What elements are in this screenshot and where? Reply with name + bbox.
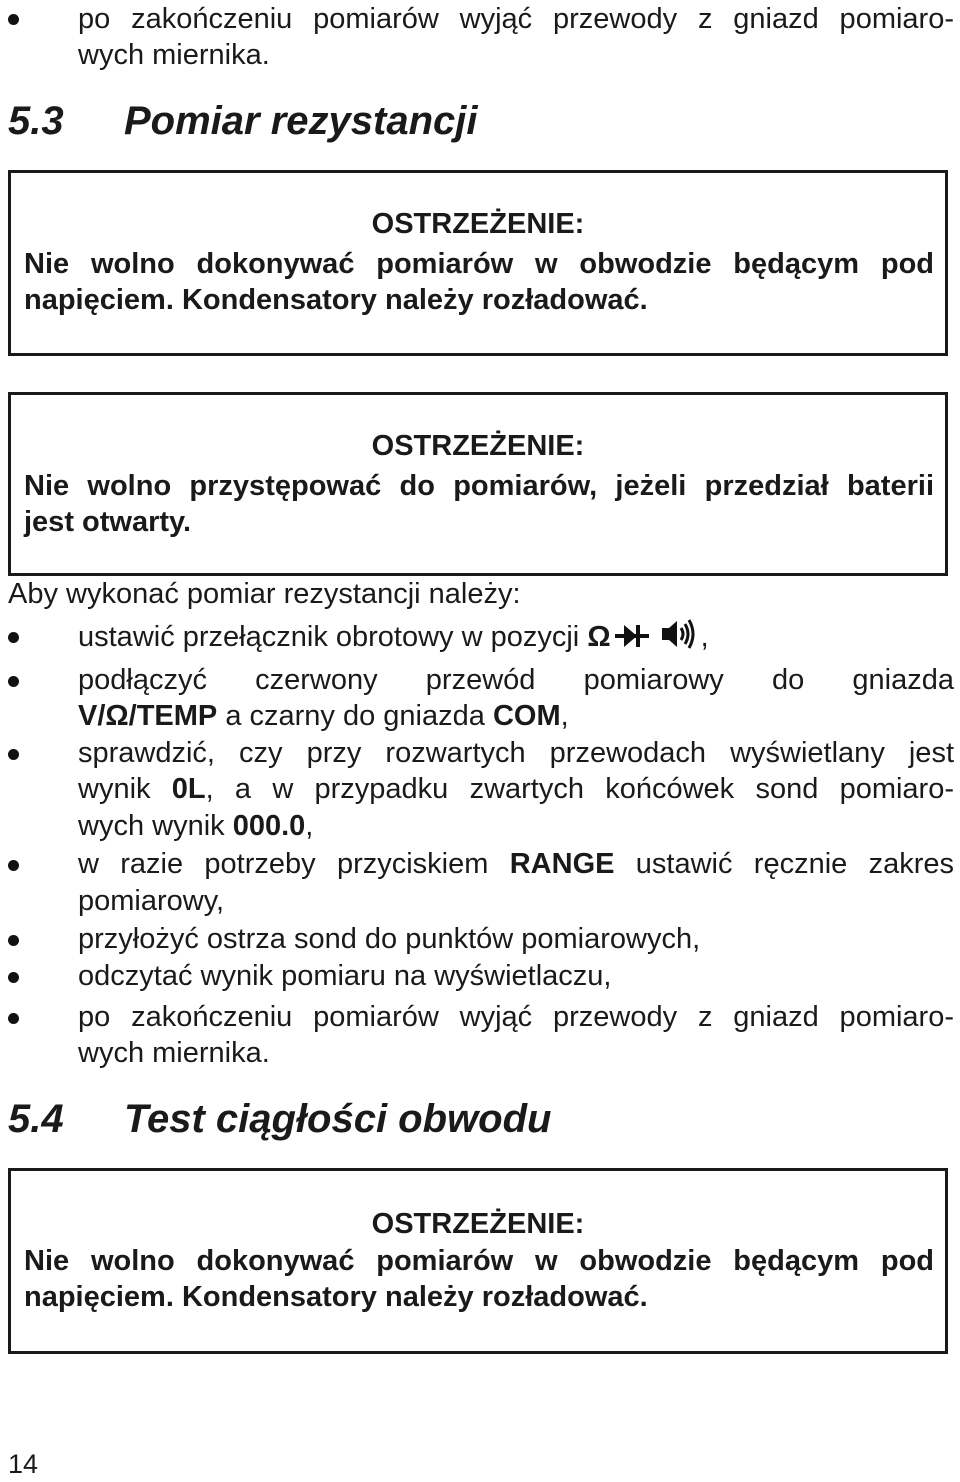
warning-box: [8, 392, 948, 576]
buzzer-icon: [661, 618, 695, 659]
bullet-icon: [8, 972, 19, 983]
bullet-icon: [8, 749, 19, 760]
range-key: RANGE: [509, 848, 615, 880]
warning-text: napięciem. Kondensatory należy rozładować.: [24, 1281, 648, 1313]
bullet-icon: [8, 676, 19, 687]
step-text: ustawić ręcznie zakres: [614, 848, 954, 880]
list-item-text: pomiarowy,: [78, 885, 225, 917]
step-text: a czarny do gniazda: [217, 700, 493, 732]
section-heading: [8, 98, 478, 144]
section-heading: [8, 1096, 551, 1142]
warning-title: OSTRZEŻENIE:: [371, 430, 585, 462]
list-item-text: po zakończeniu pomiarów wyjąć przewody z gniazd pomiaro-: [78, 1001, 954, 1033]
section-number: 5.3: [8, 99, 64, 143]
display-value: 0L: [171, 773, 206, 805]
step-text: wych wynik: [78, 810, 233, 842]
list-item-text: wych miernika.: [78, 39, 270, 71]
step-end: ,: [700, 621, 709, 653]
warning-box: [8, 1168, 948, 1354]
step-end: ,: [560, 700, 569, 732]
list-item-text: [78, 846, 954, 882]
step-text: wynik: [78, 773, 172, 805]
socket-label: COM: [492, 700, 561, 732]
list-item-text: po zakończeniu pomiarów wyjąć przewody z gniazd pomiaro-: [78, 3, 954, 35]
step-text: w razie potrzeby przyciskiem: [78, 848, 510, 880]
bullet-icon: [8, 935, 19, 946]
list-item-text: [78, 771, 954, 807]
list-item-text: [78, 808, 313, 844]
diode-icon: [615, 622, 649, 658]
bullet-icon: [8, 632, 19, 643]
list-item-text: [78, 698, 569, 734]
list-item-text: przyłożyć ostrza sond do punktów pomiarowych,: [78, 923, 701, 955]
step-text: , a w przypadku zwartych końcówek sond pomiaro-: [205, 773, 955, 805]
page-number: 14: [8, 1449, 39, 1479]
ohm-symbol: Ω: [587, 621, 611, 653]
intro-text: Aby wykonać pomiar rezystancji należy:: [8, 578, 521, 610]
list-item-text: wych miernika.: [78, 1037, 270, 1069]
warning-box: [8, 170, 948, 356]
list-item-text: podłączyć czerwony przewód pomiarowy do gniazda: [78, 664, 954, 696]
list-item-text: sprawdzić, czy przy rozwartych przewodach wyświetlany jest: [78, 737, 954, 769]
section-title: Pomiar rezystancji: [124, 99, 478, 143]
warning-title: OSTRZEŻENIE:: [371, 1208, 585, 1240]
bullet-icon: [8, 1013, 19, 1024]
step-text: ustawić przełącznik obrotowy w pozycji: [78, 621, 580, 653]
warning-text: Nie wolno dokonywać pomiarów w obwodzie będącym pod: [24, 1245, 934, 1277]
display-value: 000.0: [232, 810, 306, 842]
warning-text: napięciem. Kondensatory należy rozładować.: [24, 284, 648, 316]
bullet-icon: [8, 14, 19, 25]
socket-label: V/Ω/TEMP: [78, 700, 218, 732]
section-title: Test ciągłości obwodu: [124, 1097, 552, 1141]
warning-text: Nie wolno przystępować do pomiarów, jeżeli przedział baterii: [24, 470, 934, 502]
list-item-text: [78, 618, 709, 659]
warning-text: Nie wolno dokonywać pomiarów w obwodzie będącym pod: [24, 248, 934, 280]
warning-text: jest otwarty.: [24, 506, 192, 538]
step-end: ,: [305, 810, 314, 842]
list-item-text: odczytać wynik pomiaru na wyświetlaczu,: [78, 960, 612, 992]
section-number: 5.4: [8, 1097, 64, 1141]
bullet-icon: [8, 860, 19, 871]
warning-title: OSTRZEŻENIE:: [371, 208, 585, 240]
